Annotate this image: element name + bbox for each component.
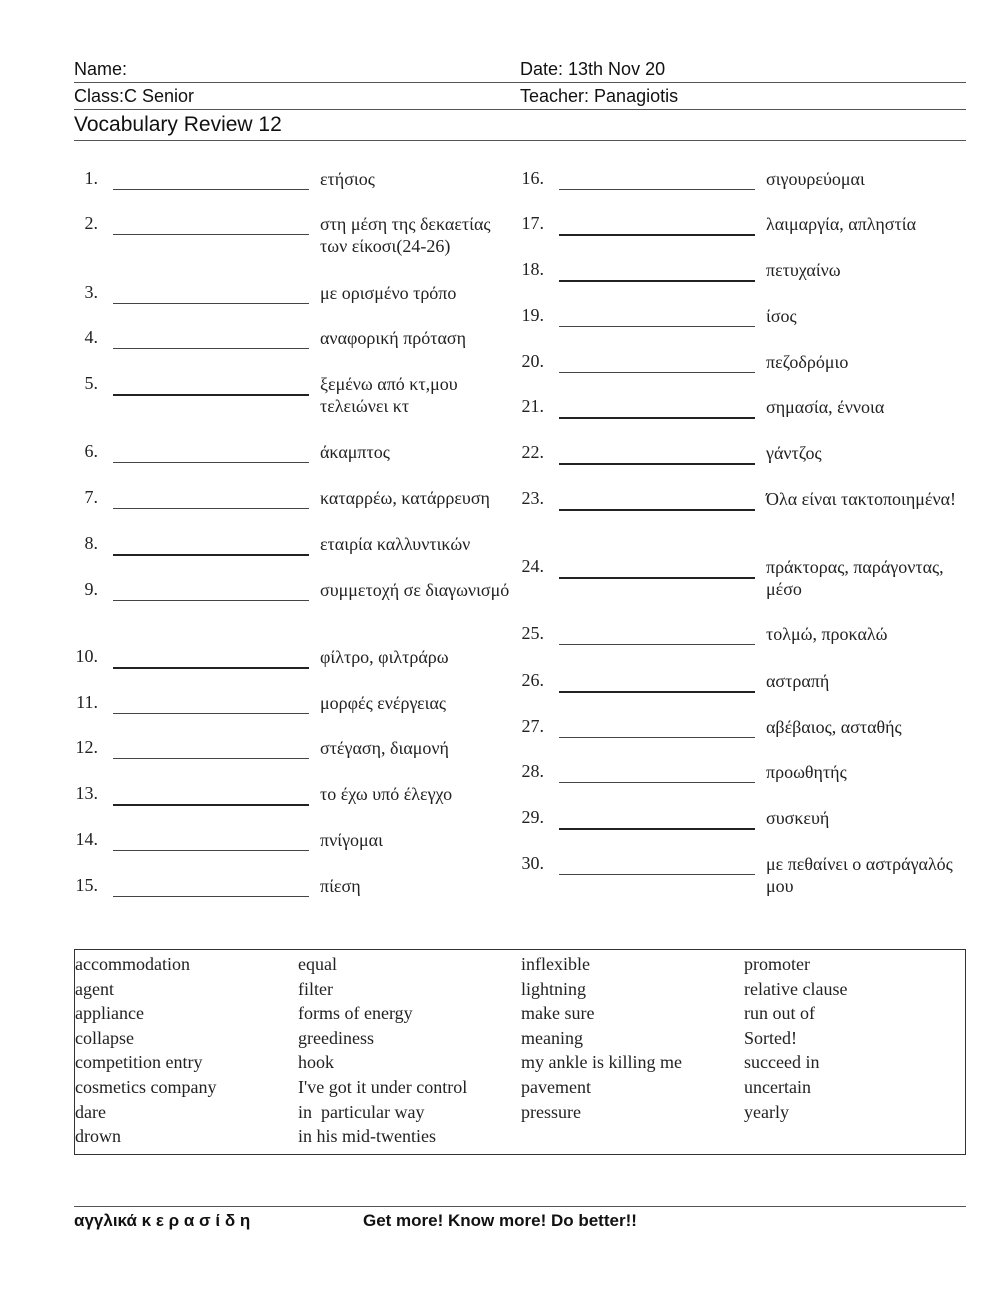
word-bank-entry: inflexible [521,954,590,974]
greek-definition: πετυχαίνω [766,260,841,280]
item-number: 23. [521,488,544,508]
greek-definition: πνίγομαι [320,830,383,850]
date-label: Date: 13th Nov 20 [520,59,666,79]
greek-definition: ίσος [766,306,797,326]
greek-definition: αβέβαιος, ασταθής [766,717,902,737]
answer-blank[interactable] [113,303,309,304]
item-number: 16. [521,168,544,188]
answer-blank[interactable] [559,326,755,327]
greek-definition: γάντζος [766,443,822,463]
answer-blank[interactable] [113,554,309,556]
item-number: 8. [84,533,98,553]
item-number: 5. [84,373,98,393]
greek-definition: συσκευή [766,808,830,828]
item-number: 15. [75,875,98,895]
footer-slogan: Get more! Know more! Do better!! [363,1211,637,1230]
answer-blank[interactable] [559,828,755,830]
item-number: 25. [521,623,544,643]
item-number: 17. [521,213,544,233]
greek-definition: αστραπή [766,671,830,691]
answer-blank[interactable] [559,234,755,236]
word-bank-entry: my ankle is killing me [521,1052,682,1073]
answer-blank[interactable] [559,782,755,783]
answer-blank[interactable] [113,394,309,396]
word-bank-entry: competition entry [75,1052,203,1073]
word-bank-entry: appliance [75,1003,144,1024]
answer-blank[interactable] [113,713,309,714]
answer-blank[interactable] [559,280,755,282]
greek-definition: συμμετοχή σε διαγωνισμό [320,580,510,600]
greek-definition: φίλτρο, φιλτράρω [320,647,449,667]
item-number: 6. [84,441,98,461]
item-number: 19. [521,305,544,325]
greek-definition: ξεμένω από κτ,μου τελειώνει κτ [320,374,458,416]
answer-blank[interactable] [113,667,309,669]
item-number: 11. [76,692,98,712]
footer-brand: αγγλικά κ ε ρ α σ ί δ η [74,1211,251,1230]
greek-definition: προωθητής [766,762,847,782]
answer-blank[interactable] [113,189,309,190]
item-number: 24. [521,556,544,576]
item-number: 28. [521,761,544,781]
teacher-label: Teacher: Panagiotis [520,86,679,106]
item-number: 14. [75,829,98,849]
word-bank-entry: I've got it under control [298,1076,468,1097]
word-bank-entry: greediness [298,1027,374,1048]
word-bank-column-3 [521,952,682,1124]
word-bank-entry: filter [298,978,333,999]
page-title: Vocabulary Review 12 [74,113,282,136]
item-number: 12. [75,737,98,757]
item-number: 26. [521,670,544,690]
item-number: 22. [521,442,544,462]
item-number: 9. [84,579,98,599]
word-bank-column-1 [75,952,216,1149]
greek-definition: άκαμπτος [320,442,390,462]
word-bank-entry: Sorted! [744,1027,797,1048]
name-label: Name: [74,59,128,79]
item-number: 4. [84,327,98,347]
word-bank-entry: cosmetics company [75,1076,217,1097]
answer-blank[interactable] [559,463,755,465]
answer-blank[interactable] [113,600,309,601]
greek-definition: πίεση [320,876,361,896]
greek-definition: Όλα είναι τακτοποιημένα! [766,489,957,509]
word-bank-entry: relative clause [744,978,848,999]
answer-blank[interactable] [559,417,755,419]
item-number: 27. [521,716,544,736]
item-number: 10. [75,646,98,666]
word-bank-entry: pavement [521,1076,591,1097]
word-bank-entry: dare [75,1101,106,1122]
word-bank-entry: run out of [744,1003,815,1024]
answer-blank[interactable] [113,850,309,851]
answer-blank[interactable] [113,508,309,509]
greek-definition: στέγαση, διαμονή [320,738,449,758]
word-bank-column-4 [744,952,847,1124]
greek-definition: σιγουρεύομαι [766,169,865,189]
answer-blank[interactable] [113,896,309,897]
word-bank-entry: in his mid-twenties [298,1126,436,1147]
word-bank-entry: make sure [521,1003,595,1024]
word-bank-entry: uncertain [744,1076,811,1097]
answer-blank[interactable] [559,372,755,373]
answer-blank[interactable] [559,577,755,579]
greek-definition: στη μέση της δεκαετίας των είκοσι(24-26) [320,214,491,256]
item-number: 7. [84,487,98,507]
greek-definition: λαιμαργία, απληστία [766,214,917,234]
answer-blank[interactable] [559,509,755,511]
greek-definition: εταιρία καλλυντικών [320,534,471,554]
item-number: 13. [75,783,98,803]
word-bank-entry: accommodation [75,954,190,974]
header-divider [74,82,966,83]
word-bank-entry: yearly [744,1101,789,1122]
word-bank-entry: succeed in [744,1052,820,1073]
answer-blank[interactable] [113,348,309,349]
answer-blank[interactable] [113,234,309,235]
item-number: 29. [521,807,544,827]
item-number: 18. [521,259,544,279]
greek-definition: μορφές ενέργειας [320,693,447,713]
greek-definition: το έχω υπό έλεγχο [320,784,453,804]
word-bank [74,949,966,1155]
greek-definition: αναφορική πρόταση [320,328,467,348]
greek-definition: σημασία, έννοια [766,397,885,417]
header-divider [74,109,966,110]
answer-blank[interactable] [559,874,755,875]
word-bank-entry: pressure [521,1101,581,1122]
answer-blank[interactable] [559,737,755,738]
item-number: 20. [521,351,544,371]
word-bank-entry: drown [75,1126,121,1147]
item-number: 1. [84,168,98,188]
greek-definition: τολμώ, προκαλώ [766,624,888,644]
word-bank-column-2 [298,952,467,1149]
word-bank-entry: lightning [521,978,587,999]
word-bank-entry: hook [298,1052,334,1073]
answer-blank[interactable] [559,691,755,693]
answer-blank[interactable] [559,644,755,645]
answer-blank[interactable] [113,758,309,759]
word-bank-entry: collapse [75,1027,134,1048]
footer-divider [74,1206,966,1207]
greek-definition: πράκτορας, παράγοντας, μέσο [766,557,944,599]
word-bank-entry: forms of energy [298,1003,413,1024]
greek-definition: με ορισμένο τρόπο [320,283,457,303]
word-bank-entry: equal [298,954,337,974]
answer-blank[interactable] [113,804,309,806]
word-bank-entry: agent [75,978,114,999]
greek-definition: με πεθαίνει ο αστράγαλός μου [766,854,953,896]
item-number: 21. [521,396,544,416]
item-number: 3. [84,282,98,302]
word-bank-entry: meaning [521,1027,583,1048]
greek-definition: πεζοδρόμιο [766,352,849,372]
item-number: 30. [521,853,544,873]
header-divider [74,140,966,141]
answer-blank[interactable] [559,189,755,190]
word-bank-entry: in particular way [298,1101,425,1122]
greek-definition: καταρρέω, κατάρρευση [320,488,490,508]
greek-definition: ετήσιος [320,169,375,189]
answer-blank[interactable] [113,462,309,463]
class-label: Class:C Senior [74,86,195,106]
word-bank-entry: promoter [744,954,810,974]
item-number: 2. [84,213,98,233]
